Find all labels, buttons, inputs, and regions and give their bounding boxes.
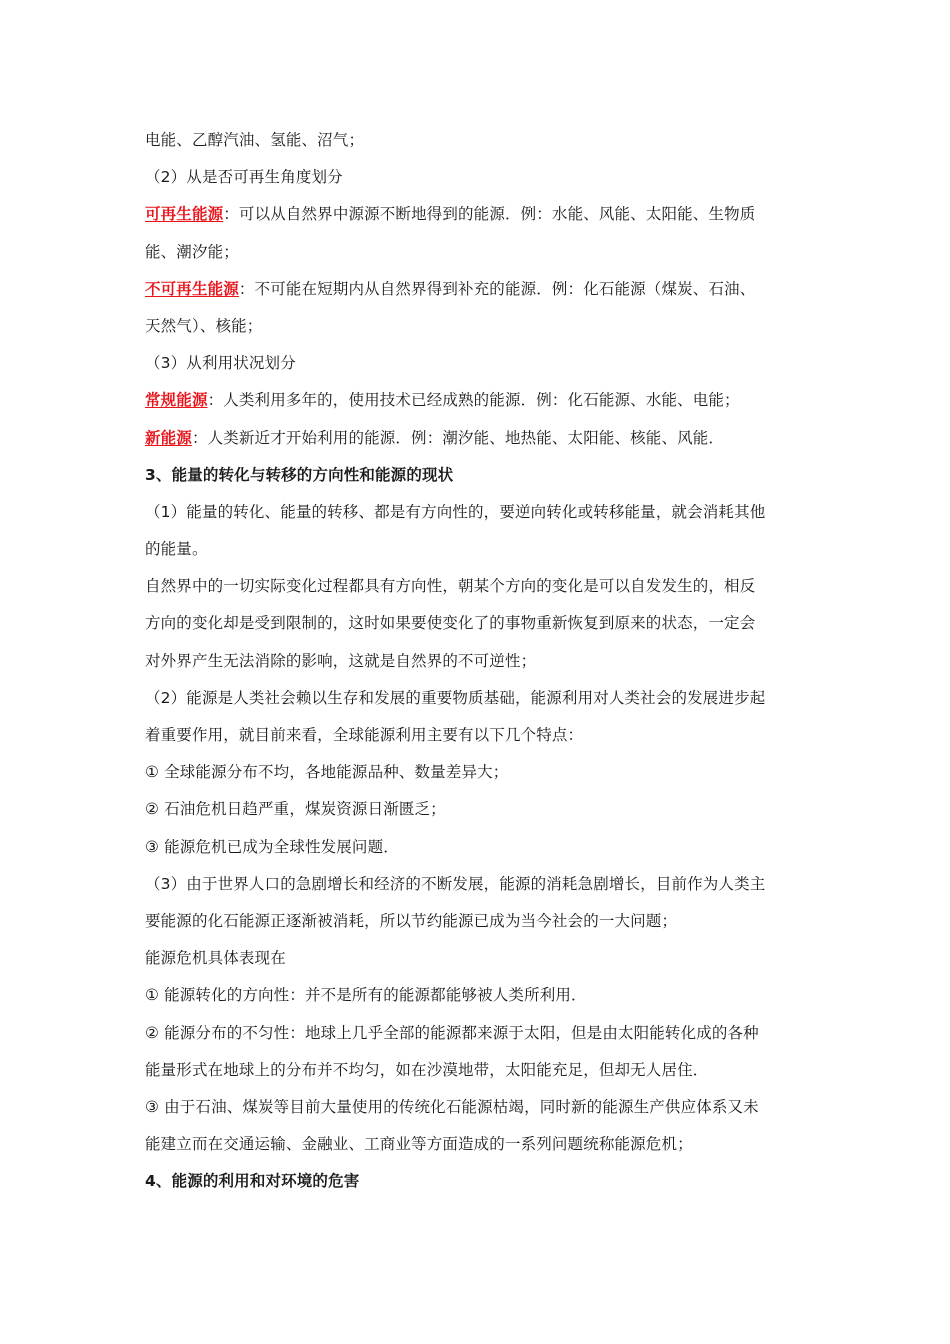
line-text: ② 能源分布的不匀性：地球上几乎全部的能源都来源于太阳，但是由太阳能转化成的各种 [145, 1023, 759, 1042]
definition-line [145, 382, 810, 419]
line-text: 能源危机具体表现在 [145, 949, 286, 968]
line-text: 要能源的化石能源正逐渐被消耗，所以节约能源已成为当今社会的一大问题； [145, 911, 678, 930]
definition-line [145, 196, 810, 233]
document-page [145, 122, 810, 1200]
list-item [145, 754, 810, 791]
line-text: ：人类利用多年的，使用技术已经成熟的能源．例：化石能源、水能、电能； [207, 391, 740, 410]
line-text: ① 能源转化的方向性：并不是所有的能源都能够被人类所利用． [145, 986, 587, 1005]
line-text: ① 全球能源分布不均，各地能源品种、数量差异大； [145, 763, 509, 782]
text-line [145, 903, 810, 940]
line-text: 能量形式在地球上的分布并不均匀，如在沙漠地带，太阳能充足，但却无人居住． [145, 1060, 709, 1079]
section-heading: 4、能源的利用和对环境的危害 [145, 1172, 360, 1191]
highlighted-term: 不可再生能源 [145, 279, 239, 298]
line-text: （3）从利用状况划分 [145, 354, 296, 373]
text-line [145, 531, 810, 568]
text-line [145, 122, 810, 159]
list-item [145, 1089, 810, 1126]
line-text: 着重要作用，就目前来看，全球能源利用主要有以下几个特点： [145, 726, 584, 744]
line-text: （1）能量的转化、能量的转移、都是有方向性的，要逆向转化或转移能量，就会消耗其他 [145, 502, 766, 521]
highlighted-term: 可再生能源 [145, 205, 224, 224]
text-line [145, 866, 810, 903]
text-line [145, 494, 810, 531]
text-line [145, 940, 810, 977]
text-line [145, 717, 810, 754]
list-item [145, 829, 810, 866]
line-text: 自然界中的一切实际变化过程都具有方向性，朝某个方向的变化是可以自发发生的，相反 [145, 577, 756, 596]
list-item [145, 977, 810, 1014]
section-heading: 3、能量的转化与转移的方向性和能源的现状 [145, 465, 454, 484]
subsection-label [145, 159, 810, 196]
highlighted-term: 新能源 [145, 428, 192, 447]
text-line [145, 605, 810, 642]
line-text: 对外界产生无法消除的影响，这就是自然界的不可逆性； [145, 651, 537, 670]
line-text: ：人类新近才开始利用的能源．例：潮汐能、地热能、太阳能、核能、风能． [191, 428, 725, 447]
line-text: （2）能源是人类社会赖以生存和发展的重要物质基础，能源利用对人类社会的发展进步起 [145, 688, 766, 707]
line-text: ③ 能源危机已成为全球性发展问题． [145, 837, 399, 856]
definition-line [145, 271, 810, 308]
line-text: （3）由于世界人口的急剧增长和经济的不断发展，能源的消耗急剧增长，目前作为人类主 [145, 874, 766, 893]
line-text: （2）从是否可再生角度划分 [145, 168, 343, 187]
list-item [145, 791, 810, 828]
subsection-label [145, 345, 810, 382]
text-line [145, 643, 810, 680]
line-text: ：可以从自然界中源源不断地得到的能源．例：水能、风能、太阳能、生物质 [223, 205, 756, 224]
line-text: 能建立而在交通运输、金融业、工商业等方面造成的一系列问题统称能源危机； [145, 1135, 693, 1154]
text-line [145, 568, 810, 605]
line-text: 电能、乙醇汽油、氢能、沼气； [145, 131, 365, 149]
line-text: 的能量。 [145, 540, 208, 559]
line-text: 天然气）、核能； [145, 316, 263, 335]
line-text: 方向的变化却是受到限制的，这时如果要使变化了的事物重新恢复到原来的状态，一定会 [145, 614, 756, 633]
text-line [145, 234, 810, 271]
line-text: ③ 由于石油、煤炭等目前大量使用的传统化石能源枯竭，同时新的能源生产供应体系又未 [145, 1097, 759, 1116]
line-text: 能、潮汐能； [145, 242, 239, 261]
line-text: ② 石油危机日趋严重，煤炭资源日渐匮乏； [145, 800, 446, 819]
highlighted-term: 常规能源 [145, 391, 208, 410]
definition-line [145, 420, 810, 457]
line-text: ：不可能在短期内从自然界得到补充的能源．例：化石能源（煤炭、石油、 [238, 279, 756, 298]
text-line [145, 308, 810, 345]
text-line [145, 680, 810, 717]
text-line [145, 1052, 810, 1089]
text-line [145, 1126, 810, 1163]
list-item [145, 1015, 810, 1052]
